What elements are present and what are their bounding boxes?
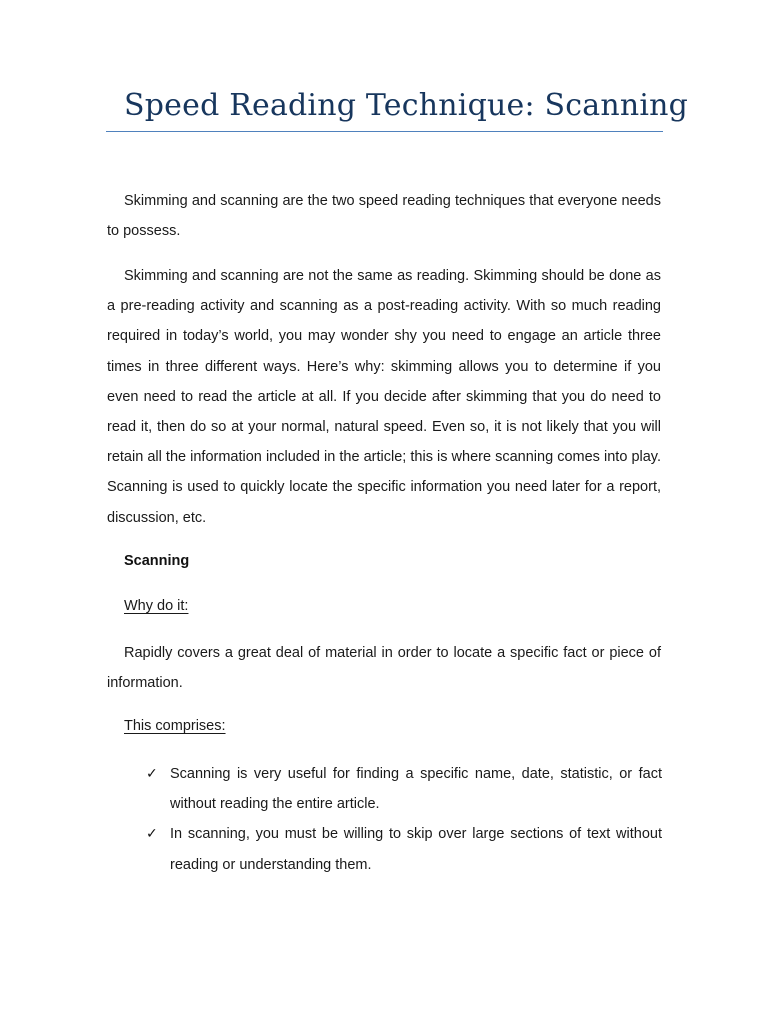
checklist-item — [146, 819, 662, 879]
title-underline-rule — [106, 131, 663, 132]
this-comprises-heading: This comprises: — [124, 718, 226, 734]
intro-paragraph: Skimming and scanning are the two speed reading techniques that everyone needs to possess. — [107, 193, 661, 240]
checklist-item — [146, 759, 662, 819]
checklist — [146, 759, 662, 880]
document-title: Speed Reading Technique: Scanning — [124, 88, 689, 123]
why-do-it-paragraph: Rapidly covers a great deal of material in order to locate a specific fact or piece of information. — [107, 645, 661, 692]
section-heading-scanning: Scanning — [124, 553, 190, 569]
checkmark-icon: ✓ — [146, 766, 158, 782]
body-paragraph: Skimming and scanning are not the same as reading. Skimming should be done as a pre-reading activity and scanning as a post-reading activity. With so much reading required in today’s world, you may wonder shy you need to engage an article three times in three different ways. Here’s why: skimming allows you to determine if you even need to read the article at all. If you decide after skimming that you do need to read it, then do so at your normal, natural speed. Even so, it is not likely that you will retain all the information included in the article; this is where scanning comes into play. Scanning is used to quickly locate the specific information you need later for a report, discussion, etc. — [107, 268, 661, 526]
checklist-item-text: In scanning, you must be willing to skip over large sections of text without reading or understanding them. — [170, 826, 662, 873]
why-do-it-heading: Why do it: — [124, 598, 189, 614]
checklist-item-text: Scanning is very useful for finding a specific name, date, statistic, or fact without reading the entire article. — [170, 766, 662, 813]
checkmark-icon: ✓ — [146, 826, 158, 843]
